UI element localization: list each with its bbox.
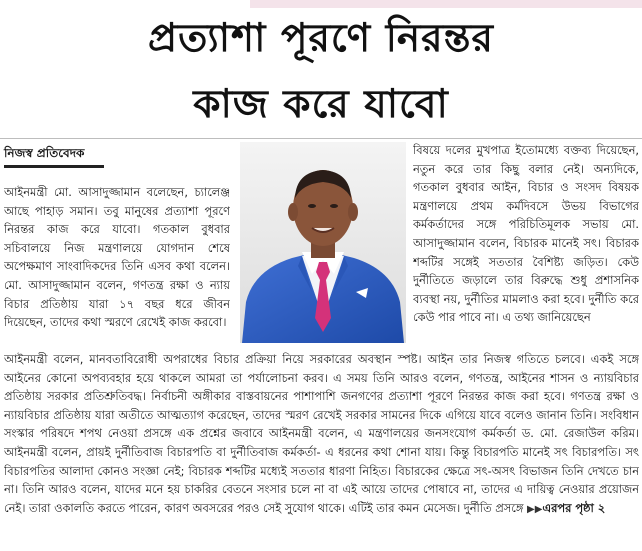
headline-line-2: কাজ করে যাবো — [193, 82, 449, 127]
article-bottom-text — [4, 350, 639, 550]
article-bottom-body: আইনমন্ত্রী বলেন, মানবতাবিরোধী অপরাধের বিচার প্রক্রিয়া নিয়ে সরকারের অবস্থান স্পষ্ট। আইন তার নিজস্ব গতিতে চলবে। একই সঙ্গে আইনের কোনো অপব্যবহার হয়ে থাকলে আমরা তা পর্যালোচনা করব। এ সময় তিনি আরও বলেন, গণতন্ত্র, আইনের শাসন ও ন্যায়বিচার প্রতিষ্ঠায় সরকার প্রতিশ্রুতিবদ্ধ। নির্বাচনী অঙ্গীকার বাস্তবায়নের পাশাপাশি জনগণের প্রত্যাশা পূরণে নিরন্তর কাজ করা হবে। গণতন্ত্র রক্ষা ও ন্যায়বিচার প্রতিষ্ঠায় যারা অতীতে আত্মত্যাগ করেছেন, তাদের স্মরণ রেখেই সরকার সামনের দিকে এগিয়ে যাবে বলেও জানান তিনি। সংবিধান সংস্কার পরিষদে শপথ নেওয়া প্রসঙ্গে এক প্রশ্নের জবাবে আইনমন্ত্রী বলেন, এ মন্ত্রণালয়ের জনসংযোগ কর্মকর্তা ড. মো. রেজাউল করিম। আইনমন্ত্রী বলেন, প্রায়ই দুর্নীতিবাজ বিচারপতি বা দুর্নীতিবাজ কর্মকর্তা- এ ধরনের কথা শোনা যায়। কিন্তু বিচারপতি মানেই সৎ বিচারপতি। সৎ বিচারপতির আলাদা কোনও সংজ্ঞা নেই; বিচারক শব্দটির মধ্যেই সততার ধারণা নিহিত। বিচারকের ক্ষেত্রে সৎ-অসৎ বিভাজন তিনি দেখতে চান না। তিনি আরও বলেন, যাদের মনে হয় চাকরির বেতনে সংসার চলে না বা এই আয়ে তাদের পোষাবে না, তাদের এ দায়িত্ব নেওয়ার প্রয়োজন নেই। তারা ওকালতি করতে পারেন, কারণ অবসরের পরও সেই সুযোগ থাকে। এটিই তার কমন মেসেজ। দুর্নীতি প্রসঙ্গে — [4, 352, 639, 515]
continued-arrow-icon: ▶▶ — [527, 503, 543, 515]
byline: নিজস্ব প্রতিবেদক — [4, 146, 85, 160]
headline-line-1: প্রত্যাশা পূরণে নিরন্তর — [148, 16, 494, 61]
portrait-illustration — [240, 142, 406, 343]
continued-on-page[interactable]: এরপর পৃষ্ঠা ২ — [542, 500, 606, 515]
top-color-band — [250, 0, 642, 8]
headline-divider — [0, 138, 642, 139]
article-column-left: আইনমন্ত্রী মো. আসাদুজ্জামান বলেছেন, চ্যালেঞ্জ আছে পাহাড় সমান। তবু মানুষের প্রত্যাশা পূরণে নিরন্তর কাজ করে যাবো। গতকাল বুধবার সচিবালয়ে নিজ মন্ত্রণালয়ে যোগদান শেষে অপেক্ষমাণ সাংবাদিকদের তিনি এসব কথা বলেন। মো. আসাদুজ্জামান বলেন, গণতন্ত্র রক্ষা ও ন্যায় বিচার প্রতিষ্ঠায় যারা ১৭ বছর ধরে জীবন দিয়েছেন, তাদের কথা স্মরণে রেখেই কাজ করবো। — [4, 185, 230, 330]
minister-photo — [240, 142, 406, 343]
article-column-right: বিষয়ে দলের মুখপাত্র ইতোমধ্যে বক্তব্য দিয়েছেন, নতুন করে তার কিছু বলার নেই। অন্যদিকে, গতকাল বুধবার আইন, বিচার ও সংসদ বিষয়ক মন্ত্রণালয়ে প্রথম কর্মদিবসে উভয় বিভাগের কর্মকর্তাদের সঙ্গে পরিচিতিমূলক সভায় মো. আসাদুজ্জামান বলেন, বিচারক মানেই সৎ। বিচারক শব্দটির সঙ্গেই সততার বৈশিষ্ট্য জড়িত। কেউ দুর্নীতিতে জড়ালে তার বিরুদ্ধে শুধু প্রশাসনিক ব্যবস্থা নয়, দুর্নীতির মামলাও করা হবে। দুর্নীতি করে কেউ পার পাবে না। এ তথ্য জানিয়েছেন — [413, 143, 639, 325]
byline-underline — [4, 165, 104, 168]
